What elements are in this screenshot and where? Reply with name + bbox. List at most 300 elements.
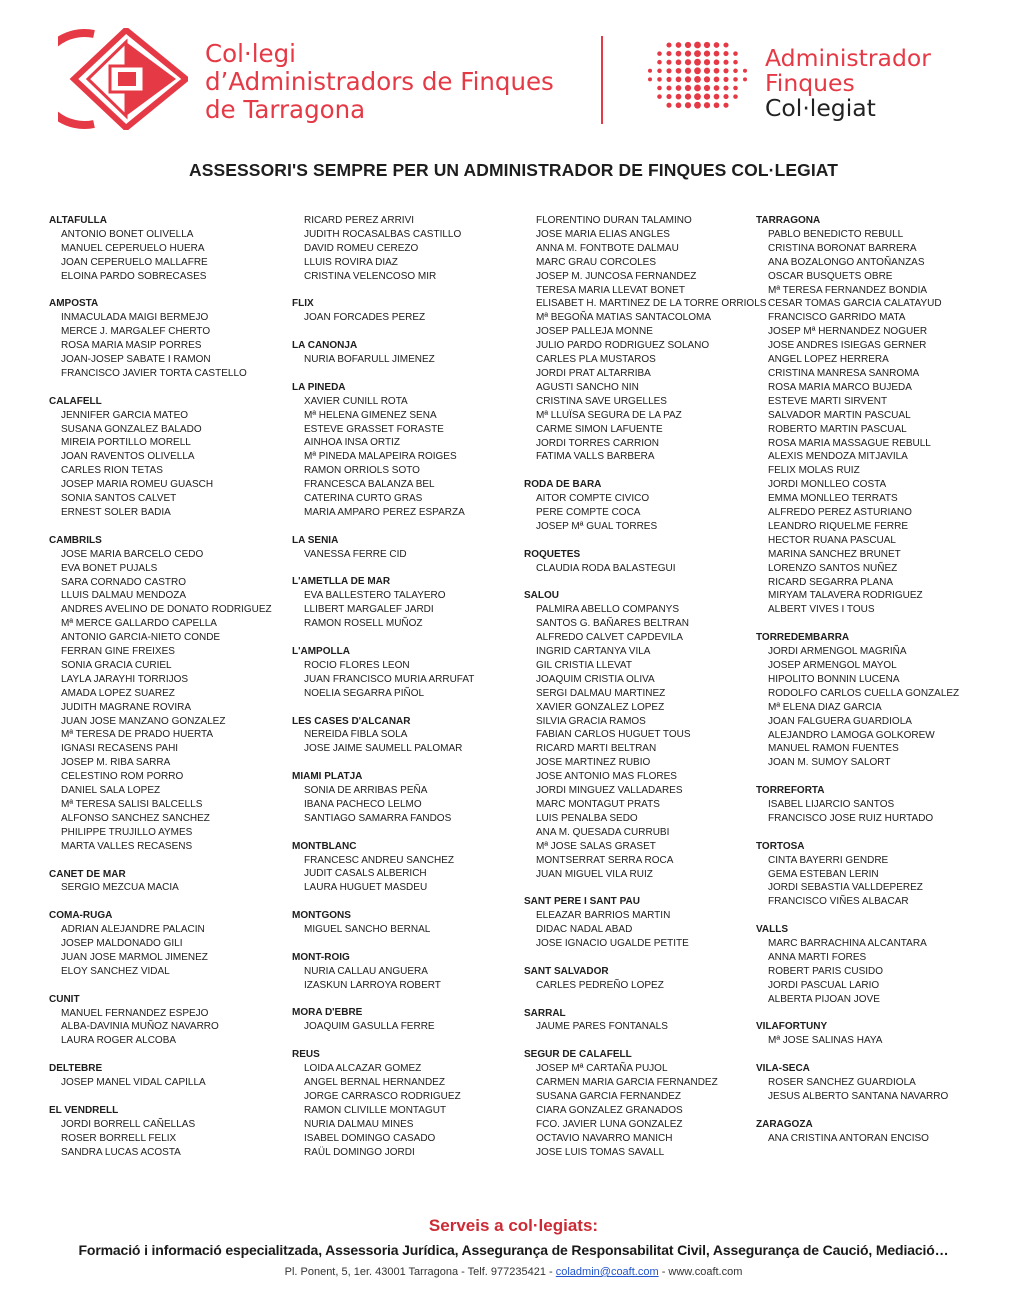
- member-name: CARLES PEDREÑO LOPEZ: [536, 979, 664, 991]
- member-name: ELOINA PARDO SOBRECASES: [61, 270, 207, 282]
- member-name: SANDRA LUCAS ACOSTA: [61, 1146, 181, 1158]
- city-group: [49, 297, 272, 380]
- member-name: NURIA DALMAU MINES: [304, 1118, 414, 1130]
- logo-dot: [657, 94, 662, 99]
- logo-dot: [657, 51, 662, 56]
- member-name: ELISABET H. MARTINEZ DE LA TORRE ORRIOLS: [536, 298, 767, 310]
- member-name: JULIO PARDO RODRIGUEZ SOLANO: [536, 340, 710, 352]
- member-name: CARLES PLA MUSTAROS: [536, 354, 656, 366]
- member-name: SUSANA GONZALEZ BALADO: [61, 423, 202, 435]
- member-name: PALMIRA ABELLO COMPANYS: [536, 604, 680, 616]
- city-heading: ZARAGOZA: [756, 1118, 813, 1130]
- member-name: JOSE IGNACIO UGALDE PETITE: [536, 938, 689, 950]
- logo-dot: [657, 77, 662, 82]
- member-name: Mª LLUÏSA SEGURA DE LA PAZ: [536, 409, 682, 421]
- city-group: [292, 951, 474, 993]
- logo-dot: [723, 103, 728, 108]
- member-name: RAMON CLIVILLE MONTAGUT: [304, 1104, 447, 1116]
- member-name: SANTOS G. BAÑARES BELTRAN: [536, 618, 690, 630]
- member-name: ANA BOZALONGO ANTOÑANZAS: [768, 256, 925, 268]
- logo-dot: [694, 42, 701, 49]
- dot-matrix-logo-icon: [644, 40, 754, 112]
- city-heading: SANT PERE I SANT PAU: [524, 896, 640, 908]
- logo-dot: [733, 51, 738, 56]
- logo-dot: [685, 59, 691, 65]
- logo-dot: [676, 77, 682, 83]
- logo-dot: [694, 102, 701, 109]
- member-name: FRANCISCO GARRIDO MATA: [768, 312, 906, 324]
- member-name: LAURA ROGER ALCOBA: [61, 1035, 177, 1047]
- member-name: ADRIAN ALEJANDRE PALACIN: [61, 924, 205, 936]
- member-name: INMACULADA MAIGI BERMEJO: [61, 312, 209, 324]
- city-group: [756, 923, 959, 1006]
- city-group: [292, 840, 474, 896]
- member-name: CELESTINO ROM PORRO: [61, 771, 184, 783]
- member-name: SANTIAGO SAMARRA FANDOS: [304, 812, 452, 824]
- member-name: CLAUDIA RODA BALASTEGUI: [536, 562, 676, 574]
- services-title: Serveis a col·legiats:: [428, 1216, 599, 1235]
- city-heading: TORREDEMBARRA: [756, 632, 850, 644]
- directory-column: [49, 214, 272, 1173]
- member-name: Mª TERESA FERNANDEZ BONDIA: [768, 284, 928, 296]
- city-group: [49, 1062, 272, 1090]
- member-name: JOSE ANTONIO MAS FLORES: [536, 771, 677, 783]
- member-name: CATERINA CURTO GRAS: [304, 493, 423, 505]
- city-heading: RODA DE BARA: [524, 479, 602, 491]
- logo-dot: [685, 93, 691, 99]
- member-name: LOIDA ALCAZAR GOMEZ: [304, 1063, 422, 1075]
- city-group: [292, 770, 474, 826]
- city-group: [292, 381, 474, 520]
- member-name: XAVIER GONZALEZ LOPEZ: [536, 701, 665, 713]
- logo-dot: [685, 85, 691, 91]
- address-text: Pl. Ponent, 5, 1er. 43001 Tarragona - Telf. 977235421 -: [284, 1266, 553, 1278]
- member-name: SERGIO MEZCUA MACIA: [61, 882, 179, 894]
- city-group: [49, 395, 272, 520]
- logo-dot: [694, 85, 701, 92]
- city-heading: TORREFORTA: [756, 785, 825, 797]
- logo-dot: [666, 68, 671, 73]
- member-name: ALEXIS MENDOZA MITJAVILA: [768, 451, 908, 463]
- city-group: [292, 575, 474, 631]
- logo-dot: [733, 77, 738, 82]
- member-name: FRANCESCA BALANZA BEL: [304, 479, 435, 491]
- member-name: RAMON ORRIOLS SOTO: [304, 465, 420, 477]
- member-name: ANDRES AVELINO DE DONATO RODRIGUEZ: [61, 604, 272, 616]
- brand-line: Col·legiat: [765, 94, 876, 122]
- member-name: JORDI SEBASTIA VALLDEPEREZ: [768, 882, 923, 894]
- logo-dot: [714, 77, 720, 83]
- logo-dot: [666, 51, 671, 56]
- member-name: JAUME PARES FONTANALS: [536, 1021, 668, 1033]
- city-group: [292, 715, 474, 757]
- city-group: [524, 478, 766, 534]
- city-group: [524, 589, 766, 881]
- member-name: INGRID CARTANYA VILA: [536, 646, 651, 658]
- city-heading: MONTBLANC: [292, 840, 357, 852]
- city-heading: REUS: [292, 1049, 320, 1061]
- member-name: ROSA MARIA MASIP PORRES: [61, 340, 202, 352]
- city-heading: SEGUR DE CALAFELL: [524, 1049, 632, 1061]
- member-name: Mª MERCE GALLARDO CAPELLA: [61, 618, 217, 630]
- member-name: Mª ELENA DIAZ GARCIA: [768, 701, 882, 713]
- city-group: [292, 534, 474, 562]
- member-name: ESTEVE MARTI SIRVENT: [768, 395, 888, 407]
- member-name: ANGEL BERNAL HERNANDEZ: [304, 1076, 445, 1088]
- member-name: LORENZO SANTOS NUÑEZ: [768, 562, 898, 574]
- member-name: Mª PINEDA MALAPEIRA ROIGES: [304, 451, 457, 463]
- member-name: JOSEP Mª HERNANDEZ NOGUER: [768, 326, 928, 338]
- city-group: [524, 895, 766, 951]
- member-name: ELOY SANCHEZ VIDAL: [61, 965, 170, 977]
- city-heading: VILA-SECA: [756, 1063, 810, 1075]
- logo-dot: [714, 59, 720, 65]
- member-name: PHILIPPE TRUJILLO AYMES: [61, 826, 193, 838]
- city-heading: LA CANONJA: [292, 340, 358, 352]
- city-group: [292, 1006, 474, 1034]
- directory-column: [756, 214, 959, 1160]
- city-group: [292, 297, 474, 325]
- logo-dot: [657, 86, 662, 91]
- member-name: FABIAN CARLOS HUGUET TOUS: [536, 729, 691, 741]
- email-link[interactable]: coladmin@coaft.com: [555, 1266, 659, 1278]
- logo-dot: [694, 50, 701, 57]
- member-name: JORDI TORRES CARRION: [536, 437, 659, 449]
- city-group: [292, 909, 474, 937]
- logo-dot: [723, 60, 728, 65]
- member-name: JUAN FRANCISCO MURIA ARRUFAT: [304, 673, 475, 685]
- member-name: FLORENTINO DURAN TALAMINO: [536, 215, 692, 226]
- member-name: JUDIT CASALS ALBERICH: [304, 868, 427, 880]
- city-group: [292, 339, 474, 367]
- city-group: [292, 214, 474, 284]
- member-name: JORDI MINGUEZ VALLADARES: [536, 785, 683, 797]
- member-name: FCO. JAVIER LUNA GONZALEZ: [536, 1118, 683, 1130]
- logo-dot: [723, 42, 728, 47]
- member-name: MARTA VALLES RECASENS: [61, 840, 193, 852]
- member-name: JORGE CARRASCO RODRIGUEZ: [304, 1090, 461, 1102]
- member-name: DAVID ROMEU CEREZO: [304, 242, 419, 254]
- member-name: CARME SIMON LAFUENTE: [536, 423, 663, 435]
- city-heading: MIAMI PLATJA: [292, 771, 363, 783]
- city-heading: VILAFORTUNY: [756, 1021, 828, 1033]
- member-name: MANUEL RAMON FUENTES: [768, 743, 899, 755]
- logo-dot: [723, 94, 728, 99]
- member-name: Mª BEGOÑA MATIAS SANTACOLOMA: [536, 312, 712, 324]
- member-name: ROCIO FLORES LEON: [304, 659, 410, 671]
- member-name: ROBERTO MARTIN PASCUAL: [768, 423, 907, 435]
- member-name: ALFREDO CALVET CAPDEVILA: [536, 632, 683, 644]
- city-group: [49, 909, 272, 979]
- member-name: AITOR COMPTE CIVICO: [536, 493, 650, 505]
- member-name: ANTONIO BONET OLIVELLA: [61, 228, 194, 240]
- member-name: JOSE MARIA BARCELO CEDO: [61, 548, 204, 560]
- member-name: CESAR TOMAS GARCIA CALATAYUD: [768, 298, 942, 310]
- logo-dot: [666, 85, 671, 90]
- logo-dot: [723, 77, 728, 82]
- city-group: [524, 214, 766, 464]
- city-heading: LA SENIA: [292, 534, 339, 546]
- member-name: Mª TERESA SALISI BALCELLS: [61, 799, 203, 811]
- logo-dot: [676, 68, 682, 74]
- city-group: [756, 1062, 959, 1104]
- member-name: CRISTINA SAVE URGELLES: [536, 395, 667, 407]
- logo-dot: [714, 94, 720, 100]
- college-logo-icon: [58, 28, 188, 130]
- member-name: Mª HELENA GIMENEZ SENA: [304, 409, 437, 421]
- header-divider: [601, 36, 603, 124]
- member-name: RAÜL DOMINGO JORDI: [304, 1146, 415, 1158]
- member-name: JUAN JOSE MANZANO GONZALEZ: [61, 715, 226, 727]
- member-name: ROSA MARIA MARCO BUJEDA: [768, 381, 912, 393]
- member-name: FRANCESC ANDREU SANCHEZ: [304, 854, 455, 866]
- brand-line: Finques: [765, 69, 855, 97]
- city-group: [292, 1048, 474, 1159]
- directory-column: [292, 214, 474, 1173]
- city-heading: COMA-RUGA: [49, 910, 113, 922]
- member-name: JOSE MARTINEZ RUBIO: [536, 757, 651, 769]
- member-name: ELEAZAR BARRIOS MARTIN: [536, 910, 671, 922]
- member-name: ROSER SANCHEZ GUARDIOLA: [768, 1077, 916, 1089]
- member-name: CARMEN MARIA GARCIA FERNANDEZ: [536, 1077, 718, 1089]
- city-heading: TARRAGONA: [756, 215, 821, 226]
- city-group: [292, 645, 474, 701]
- member-name: LLUIS ROVIRA DIAZ: [304, 256, 398, 268]
- city-heading: DELTEBRE: [49, 1063, 103, 1075]
- logo-dot: [685, 76, 691, 82]
- city-group: [756, 840, 959, 910]
- member-name: TERESA MARIA LLEVAT BONET: [536, 284, 685, 296]
- header: [0, 0, 1027, 150]
- member-name: LAURA HUGUET MASDEU: [304, 882, 428, 894]
- city-group: [524, 965, 766, 993]
- member-name: FERRAN GINE FREIXES: [61, 646, 175, 658]
- city-group: [756, 631, 959, 770]
- member-name: JORDI PRAT ALTARRIBA: [536, 367, 651, 379]
- city-heading: EL VENDRELL: [49, 1104, 119, 1116]
- website-link[interactable]: www.coaft.com: [668, 1266, 743, 1278]
- city-heading: LES CASES D'ALCANAR: [292, 715, 411, 727]
- member-name: PABLO BENEDICTO REBULL: [768, 228, 904, 240]
- member-name: FELIX MOLAS RUIZ: [768, 465, 860, 477]
- logo-dot: [676, 94, 682, 100]
- member-name: JOSE MARIA ELIAS ANGLES: [536, 228, 670, 240]
- city-heading: CAMBRILS: [49, 534, 102, 546]
- member-name: LUIS PENALBA SEDO: [536, 812, 638, 824]
- member-name: ALEJANDRO LAMOGA GOLKOREW: [768, 729, 935, 741]
- member-name: FRANCISCO JAVIER TORTA CASTELLO: [61, 367, 247, 379]
- logo-dot: [704, 50, 710, 56]
- member-name: ROBERT PARIS CUSIDO: [768, 965, 884, 977]
- logo-dot: [666, 103, 671, 108]
- college-name-line: de Tarragona: [205, 95, 366, 124]
- member-name: JOAN-JOSEP SABATE I RAMON: [61, 354, 211, 366]
- member-name: MIRYAM TALAVERA RODRIGUEZ: [768, 590, 923, 602]
- member-name: CIARA GONZALEZ GRANADOS: [536, 1104, 683, 1116]
- logo-dot: [733, 60, 738, 65]
- member-name: RAMON ROSELL MUÑOZ: [304, 618, 423, 630]
- member-name: JESUS ALBERTO SANTANA NAVARRO: [768, 1091, 949, 1102]
- logo-dot: [694, 67, 701, 74]
- member-name: MARINA SANCHEZ BRUNET: [768, 548, 901, 560]
- member-name: IZASKUN LARROYA ROBERT: [304, 979, 441, 991]
- city-heading: FLIX: [292, 298, 314, 310]
- logo-dot: [648, 77, 652, 81]
- member-name: DANIEL SALA LOPEZ: [61, 785, 161, 797]
- member-name: EVA BALLESTERO TALAYERO: [304, 590, 446, 602]
- logo-dot: [666, 42, 671, 47]
- logo-dot: [704, 102, 710, 108]
- member-name: AGUSTI SANCHO NIN: [536, 381, 639, 393]
- logo-dot: [704, 59, 710, 65]
- member-name: RICARD PEREZ ARRIVI: [304, 215, 415, 226]
- city-heading: CANET DE MAR: [49, 868, 126, 880]
- member-name: JOSE JAIME SAUMELL PALOMAR: [304, 743, 463, 755]
- city-group: [756, 214, 959, 617]
- member-name: LLUIS DALMAU MENDOZA: [61, 590, 187, 602]
- logo-dot: [704, 85, 710, 91]
- logo-dot: [657, 69, 662, 74]
- member-name: JUDITH MAGRANE ROVIRA: [61, 701, 192, 713]
- member-name: SARA CORNADO CASTRO: [61, 576, 187, 588]
- member-name: EMMA MONLLEO TERRATS: [768, 493, 898, 505]
- logo-dot: [666, 77, 671, 82]
- member-name: MANUEL CEPERUELO HUERA: [61, 242, 205, 254]
- member-name: NURIA BOFARULL JIMENEZ: [304, 354, 435, 366]
- logo-dot: [694, 76, 701, 83]
- logo-dot: [743, 77, 747, 81]
- member-name: JUAN JOSE MARMOL JIMENEZ: [61, 951, 208, 963]
- member-name: ROSA MARIA MASSAGUE REBULL: [768, 437, 931, 449]
- city-heading: L'AMETLLA DE MAR: [292, 576, 391, 588]
- logo-dot: [714, 102, 720, 108]
- member-name: JUAN MIGUEL VILA RUIZ: [536, 868, 653, 880]
- member-name: SONIA GRACIA CURIEL: [61, 659, 172, 671]
- city-heading: SARRAL: [524, 1007, 566, 1019]
- member-name: SONIA DE ARRIBAS PEÑA: [304, 785, 428, 797]
- city-group: [524, 1048, 766, 1159]
- member-name: LLIBERT MARGALEF JARDI: [304, 604, 434, 616]
- logo-dot: [676, 102, 682, 108]
- services-list: Formació i informació especialitzada, Assessoria Jurídica, Assegurança de Responsabilitat Civil, Assegurança de Caució, Mediació…: [78, 1242, 949, 1258]
- logo-dot: [733, 94, 738, 99]
- logo-dot: [733, 69, 738, 74]
- logo-dot: [723, 68, 728, 73]
- member-name: ANA M. QUESADA CURRUBI: [536, 826, 670, 838]
- member-name: JOAN FORCADES PEREZ: [304, 312, 426, 324]
- member-name: SUSANA GARCIA FERNANDEZ: [536, 1090, 682, 1102]
- member-name: ANTONIO GARCIA-NIETO CONDE: [61, 632, 221, 644]
- member-name: OSCAR BUSQUETS OBRE: [768, 270, 893, 282]
- logo-dot: [676, 51, 682, 57]
- member-name: HIPOLITO BONNIN LUCENA: [768, 673, 900, 685]
- city-group: [756, 1020, 959, 1048]
- member-name: ANNA MARTI FORES: [768, 951, 867, 963]
- member-name: FATIMA VALLS BARBERA: [536, 451, 655, 463]
- city-heading: L'AMPOLLA: [292, 646, 350, 657]
- member-name: SONIA SANTOS CALVET: [61, 493, 177, 505]
- member-name: FRANCISCO JOSE RUIZ HURTADO: [768, 812, 934, 824]
- member-name: MONTSERRAT SERRA ROCA: [536, 854, 674, 866]
- city-heading: ROQUETES: [524, 548, 581, 560]
- member-name: ISABEL DOMINGO CASADO: [304, 1132, 436, 1144]
- member-name: CRISTINA BORONAT BARRERA: [768, 242, 917, 254]
- member-name: JOAQUIM CRISTIA OLIVA: [536, 673, 655, 685]
- city-heading: VALLS: [756, 924, 789, 936]
- member-name: AINHOA INSA ORTIZ: [304, 437, 400, 449]
- city-heading: MONT-ROIG: [292, 951, 350, 963]
- college-name: [205, 40, 554, 124]
- logo-dot: [666, 60, 671, 65]
- city-heading: LA PINEDA: [292, 381, 346, 393]
- city-group: [49, 1104, 272, 1160]
- member-name: ANA CRISTINA ANTORAN ENCISO: [768, 1132, 929, 1144]
- member-name: JENNIFER GARCIA MATEO: [61, 409, 189, 421]
- city-group: [49, 534, 272, 854]
- member-name: MARC GRAU CORCOLES: [536, 256, 657, 268]
- member-name: GEMA ESTEBAN LERIN: [768, 868, 879, 880]
- logo-dot: [733, 86, 738, 91]
- member-name: JUDITH ROCASALBAS CASTILLO: [304, 228, 462, 240]
- member-name: ISABEL LIJARCIO SANTOS: [768, 799, 895, 811]
- logo-dot: [676, 42, 682, 48]
- member-name: ALFREDO PEREZ ASTURIANO: [768, 507, 912, 519]
- member-name: MIREIA PORTILLO MORELL: [61, 437, 191, 449]
- logo-dot: [685, 50, 691, 56]
- logo-dot: [714, 68, 720, 74]
- member-name: VANESSA FERRE CID: [304, 548, 407, 560]
- separator: -: [661, 1266, 666, 1278]
- member-name: JOSEP M. RIBA SARRA: [61, 757, 171, 769]
- logo-dot: [676, 85, 682, 91]
- logo-dot: [704, 42, 710, 48]
- contact-line: [0, 1266, 1027, 1278]
- member-name: JOSEP Mª GUAL TORRES: [536, 520, 658, 532]
- logo-dot: [714, 85, 720, 91]
- member-name: FRANCISCO VIÑES ALBACAR: [768, 896, 909, 908]
- logo-dot: [657, 60, 662, 65]
- member-name: CRISTINA VELENCOSO MIR: [304, 270, 437, 282]
- member-name: ALBERT VIVES I TOUS: [768, 604, 875, 616]
- member-name: ANGEL LOPEZ HERRERA: [768, 354, 889, 366]
- member-name: CARLES RION TETAS: [61, 465, 163, 477]
- logo-dot: [723, 85, 728, 90]
- member-name: MANUEL FERNANDEZ ESPEJO: [61, 1007, 209, 1019]
- member-name: PERE COMPTE COCA: [536, 507, 641, 519]
- logo-dot: [714, 51, 720, 57]
- member-name: HECTOR RUANA PASCUAL: [768, 534, 896, 546]
- logo-dot: [685, 68, 691, 74]
- member-name: RICARD MARTI BELTRAN: [536, 743, 657, 755]
- member-name: CRISTINA MANRESA SANROMA: [768, 367, 920, 379]
- member-name: XAVIER CUNILL ROTA: [304, 395, 408, 407]
- city-group: [49, 868, 272, 896]
- college-name-line: d’Administradors de Finques: [205, 67, 554, 96]
- logo-dot: [743, 69, 747, 73]
- member-name: NOELIA SEGARRA PIÑOL: [304, 687, 425, 699]
- member-name: JOSEP PALLEJA MONNE: [536, 326, 653, 338]
- logo-dot: [714, 42, 720, 48]
- member-name: JOSEP Mª CARTAÑA PUJOL: [536, 1063, 668, 1075]
- logo-dot: [648, 69, 652, 73]
- member-name: JOAN FALGUERA GUARDIOLA: [768, 715, 912, 727]
- member-name: JOSE LUIS TOMAS SAVALL: [536, 1146, 665, 1158]
- city-heading: CUNIT: [49, 993, 80, 1005]
- member-name: JORDI BORRELL CAÑELLAS: [61, 1118, 196, 1130]
- logo-dot: [694, 93, 701, 100]
- member-name: ALBERTA PIJOAN JOVE: [768, 993, 880, 1005]
- member-name: ROSER BORRELL FELIX: [61, 1132, 177, 1144]
